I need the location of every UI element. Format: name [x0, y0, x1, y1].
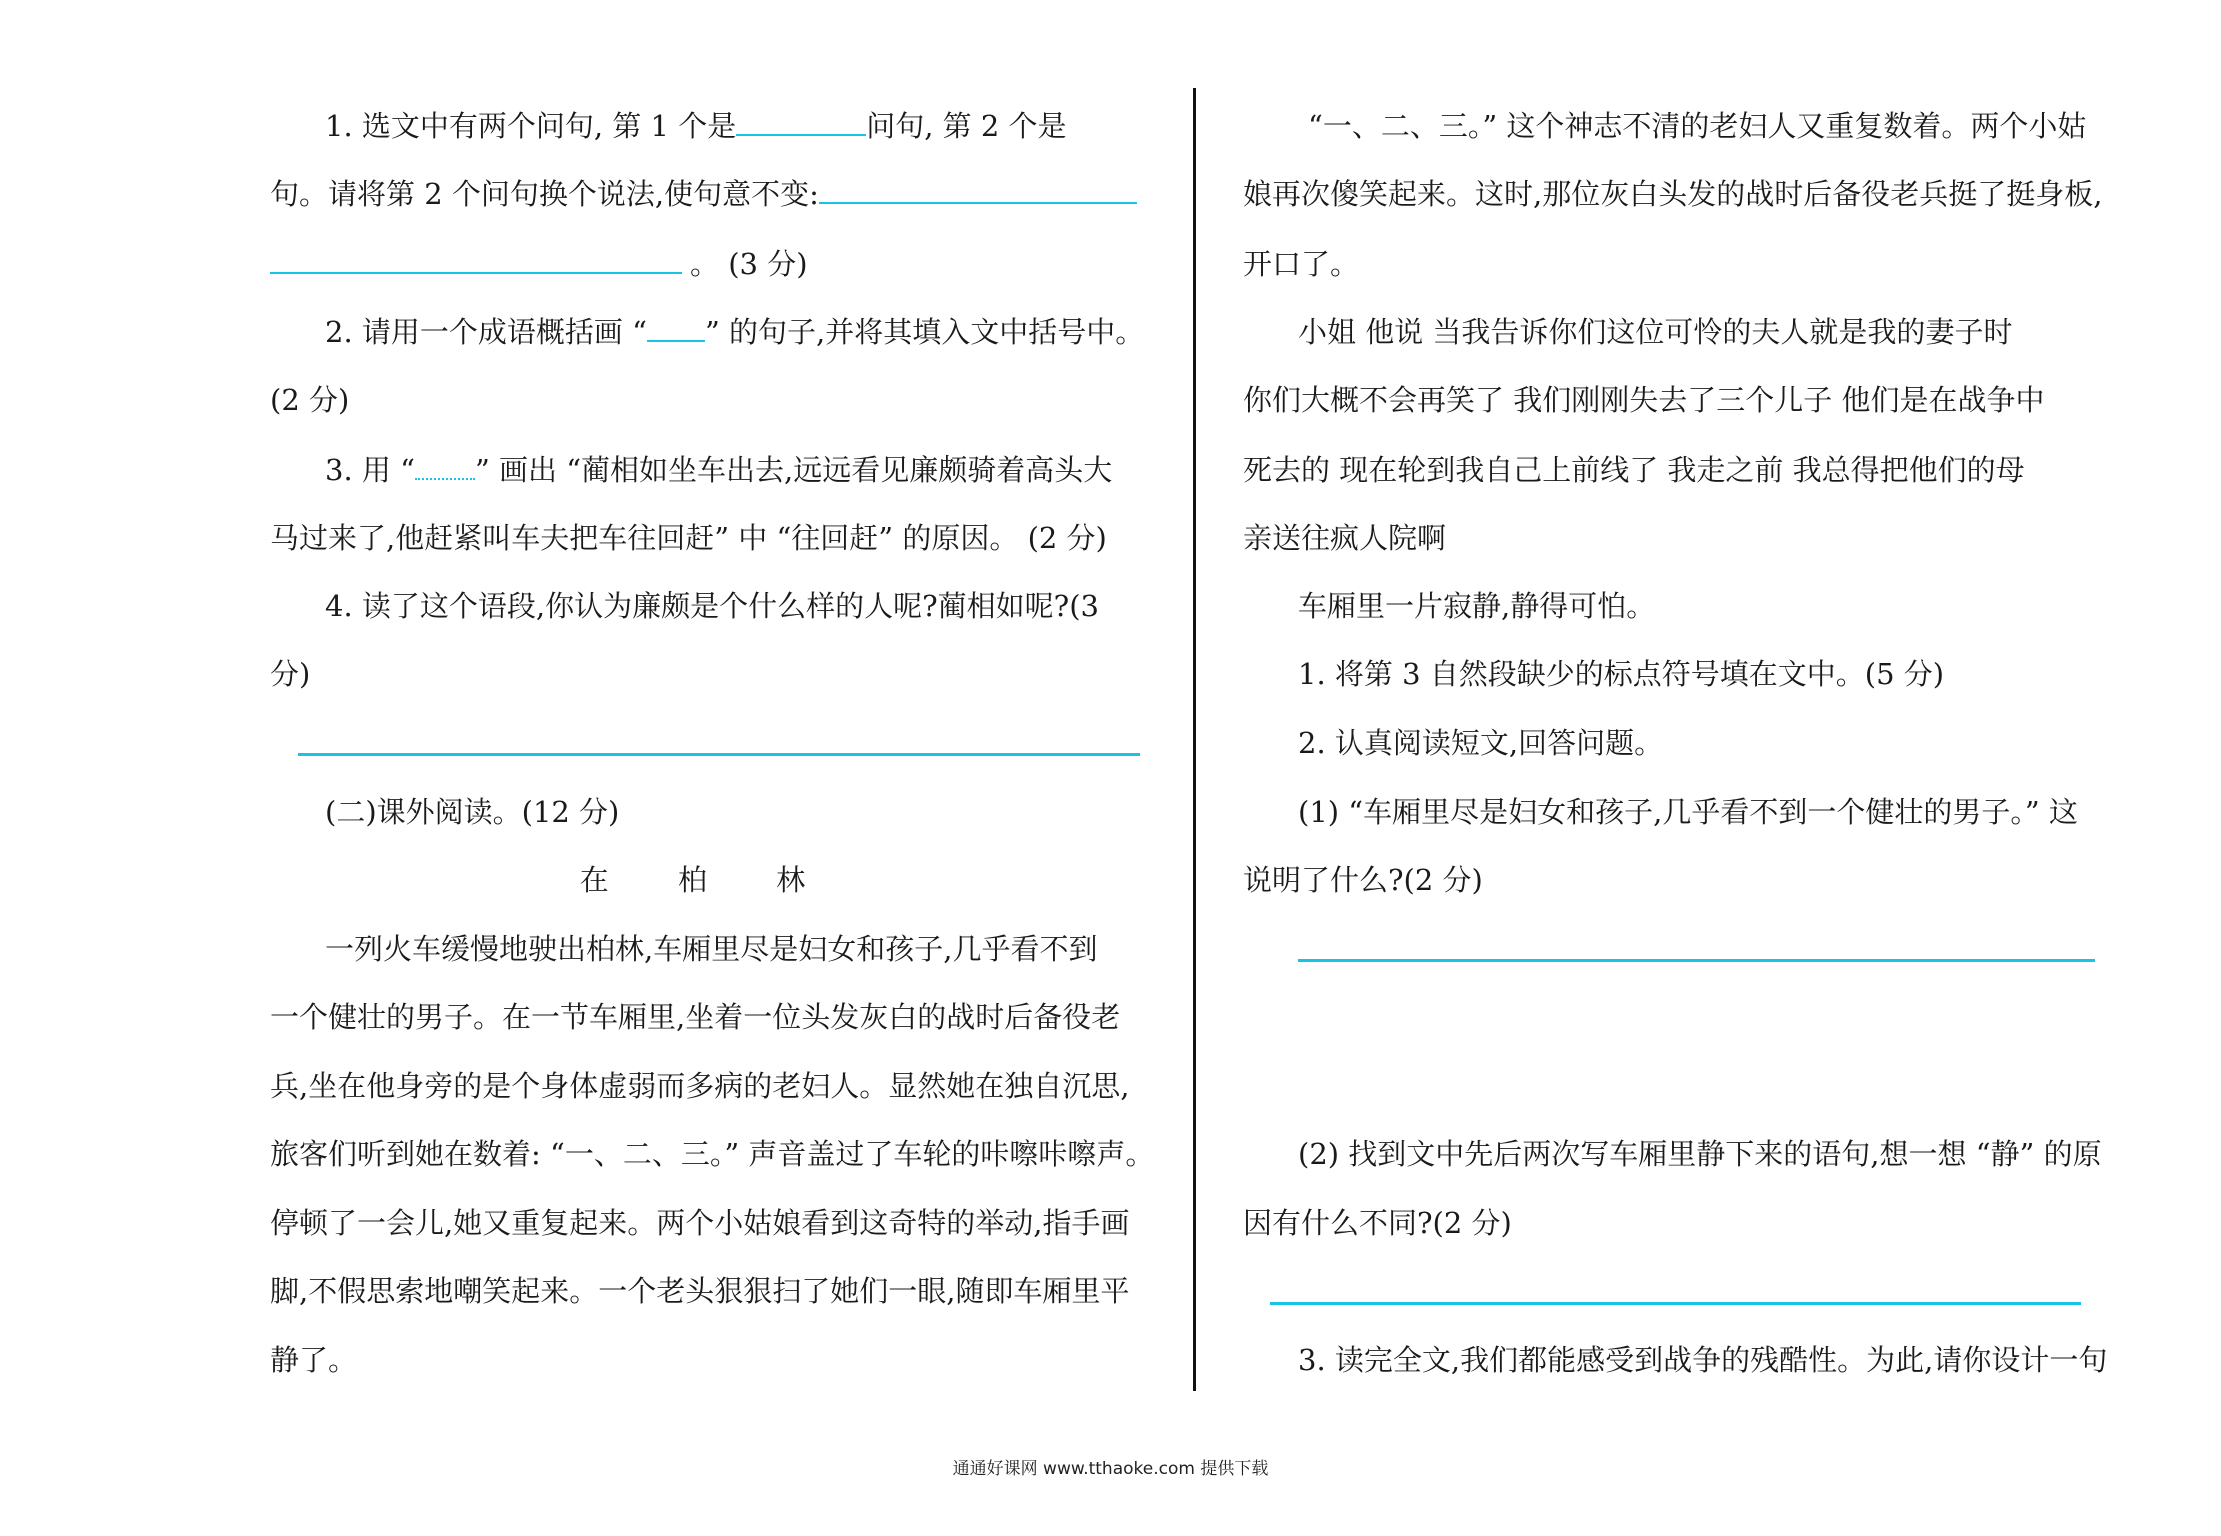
q1-text-c: 句。请将第 2 个问句换个说法,使句意不变:: [270, 177, 819, 211]
story-text: 小姐 他说 当我告诉你们这位可怜的夫人就是我的妻子时: [1298, 315, 2013, 349]
question-text: 2. 认真阅读短文,回答问题。: [1298, 726, 1664, 760]
q2-text-b: ” 的句子,并将其填入文中括号中。: [704, 315, 1145, 349]
question-1-line-3: [270, 244, 1145, 284]
question-line: [1243, 1134, 2123, 1174]
column-divider: [1193, 88, 1196, 1391]
section-2-title: (二)课外阅读。(12 分): [325, 795, 620, 829]
story-text: “一、二、三。” 这个神志不清的老妇人又重复数着。两个小姑: [1308, 109, 2087, 143]
answer-blank[interactable]: [270, 271, 682, 274]
story-line: [1243, 106, 2123, 146]
question-text: 3. 读完全文,我们都能感受到战争的残酷性。为此,请你设计一句: [1298, 1343, 2108, 1377]
story-line: 亲送往疯人院啊: [1243, 521, 1447, 555]
story-line: [1243, 312, 2123, 352]
question-1-line-2: [270, 174, 1145, 214]
question-line: [1243, 654, 2123, 694]
question-line: [1243, 1340, 2123, 1380]
story-line: 静了。: [270, 1343, 358, 1377]
story-title: 在 柏 林: [579, 863, 836, 897]
story-line: 旅客们听到她在数着: “一、二、三。” 声音盖过了车轮的咔嚓咔嚓声。: [270, 1137, 1155, 1171]
question-3-line-1: [270, 450, 1145, 490]
question-1-line-1: [270, 106, 1145, 146]
question-text: (1) “车厢里尽是妇女和孩子,几乎看不到一个健壮的男子。” 这: [1298, 795, 2078, 829]
answer-line[interactable]: [1298, 959, 2095, 962]
question-line: 说明了什么?(2 分): [1243, 863, 1483, 897]
story-line: [1243, 586, 2123, 626]
story-line: 死去的 现在轮到我自己上前线了 我走之前 我总得把他们的母: [1243, 453, 2025, 487]
question-line: [1243, 723, 2123, 763]
story-line: 兵,坐在他身旁的是个身体虚弱而多病的老妇人。显然她在独自沉思,: [270, 1069, 1130, 1103]
q1-text-b: 问句, 第 2 个是: [866, 109, 1067, 143]
q3-text-a: 3. 用 “: [325, 453, 415, 487]
q1-text-a: 1. 选文中有两个问句, 第 1 个是: [325, 109, 737, 143]
story-text: 一列火车缓慢地驶出柏林,车厢里尽是妇女和孩子,几乎看不到: [325, 932, 1098, 966]
answer-line[interactable]: [1270, 1302, 2081, 1305]
underline-sample: [647, 339, 705, 342]
answer-line[interactable]: [298, 753, 1140, 756]
q2-text-a: 2. 请用一个成语概括画 “: [325, 315, 647, 349]
story-line: 你们大概不会再笑了 我们刚刚失去了三个儿子 他们是在战争中: [1243, 383, 2045, 417]
q3-text-b: ” 画出 “蔺相如坐车出去,远远看见廉颇骑着高头大: [474, 453, 1113, 487]
q3-text-c: 马过来了,他赶紧叫车夫把车往回赶” 中 “往回赶” 的原因。 (2 分): [270, 521, 1107, 555]
answer-blank[interactable]: [736, 133, 866, 136]
answer-blank[interactable]: [819, 201, 1137, 204]
q4-score: 分): [270, 657, 311, 691]
story-line: 脚,不假思索地嘲笑起来。一个老头狠狠扫了她们一眼,随即车厢里平: [270, 1274, 1130, 1308]
story-text: 车厢里一片寂静,静得可怕。: [1298, 589, 1656, 623]
question-4-line-1: [270, 586, 1145, 626]
q4-text: 4. 读了这个语段,你认为廉颇是个什么样的人呢?蔺相如呢?(3: [325, 589, 1099, 623]
question-2-line-1: [270, 312, 1145, 352]
footer-source: 通通好课网 www.tthaoke.com 提供下载: [952, 1459, 1269, 1479]
question-line: [1243, 792, 2123, 832]
story-line: 开口了。: [1243, 247, 1360, 281]
question-text: 1. 将第 3 自然段缺少的标点符号填在文中。(5 分): [1298, 657, 1945, 691]
story-line: 一个健壮的男子。在一节车厢里,坐着一位头发灰白的战时后备役老: [270, 1000, 1121, 1034]
q2-score: (2 分): [270, 383, 350, 417]
section-heading: [270, 792, 1145, 832]
question-text: (2) 找到文中先后两次写车厢里静下来的语句,想一想 “静” 的原: [1298, 1137, 2102, 1171]
question-line: 因有什么不同?(2 分): [1243, 1206, 1512, 1240]
story-line: 娘再次傻笑起来。这时,那位灰白头发的战时后备役老兵挺了挺身板,: [1243, 177, 2103, 211]
story-line: 停顿了一会儿,她又重复起来。两个小姑娘看到这奇特的举动,指手画: [270, 1206, 1130, 1240]
q1-score: 。 (3 分): [690, 247, 808, 281]
wavy-line-sample: [415, 477, 475, 480]
story-line: [270, 929, 1145, 969]
